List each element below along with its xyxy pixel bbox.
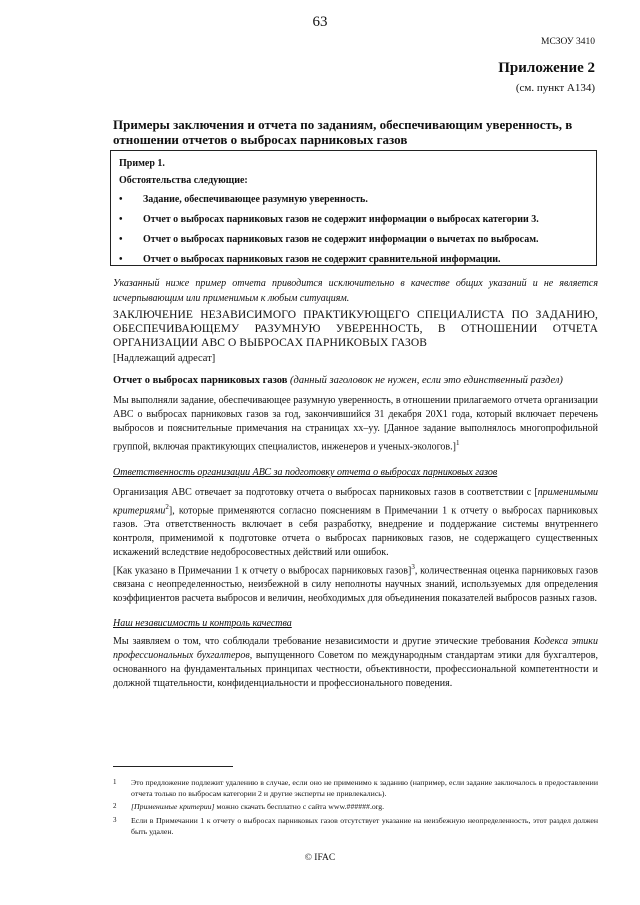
- report-title: ЗАКЛЮЧЕНИЕ НЕЗАВИСИМОГО ПРАКТИКУЮЩЕГО СПЕЦИАЛИСТА ПО ЗАДАНИЮ, ОБЕСПЕЧИВАЮЩЕМУ РАЗУМНУЮ УВЕРЕННОСТЬ, В ОТНОШЕНИИ ОТЧЕТА ОРГАНИЗАЦИИ АВС О ВЫБРОСАХ ПАРНИКОВЫХ ГАЗОВ: [113, 309, 598, 349]
- page-number: 63: [312, 14, 328, 30]
- intro-note: Указанный ниже пример отчета приводится исключительно в качестве общих указаний и не является исчерпывающим или применимым к любым ситуациям.: [113, 278, 598, 304]
- footnote: [113, 801, 598, 812]
- paragraph-independence: Мы заявляем о том, что соблюдали требование независимости и другие этические требования Кодекса этики профессиональных бухгалтеров, выпущенного Советом по международным стандартам этики для бухгалтеров, основанного на фундаментальных принципах честности, объективности, профессиональной компетентности и должной тщательности, конфиденциальности и профессионального поведения.: [113, 636, 598, 689]
- section-heading-responsibility: Ответственность организации АВС за подготовку отчета о выбросах парниковых газов: [113, 467, 498, 478]
- paragraph-responsibility: Организация АВС отвечает за подготовку отчета о выбросах парниковых газов в соответствии с [применимыми критериями$^2$], которые применяются согласно пояснениям в Примечании 1 к отчету о выбросах парниковых газов. Эта ответственность включает в себя разработку, внедрение и поддержание системы внутреннего контроля, применимой к подготовке отчета о выбросах парниковых газов, не содержащего существенных искажений вследствие недобросовестных действий или ошибок.: [113, 487, 598, 559]
- footnote-text: Если в Примечании 1 к отчету о выбросах парниковых газов отсутствует указание на неизбежную неопределенность, этот раздел должен быть удален.: [131, 816, 598, 836]
- copyright: © IFAC: [304, 853, 336, 863]
- footnote-divider: [113, 766, 233, 767]
- paragraph-uncertainty: [Как указано в Примечании 1 к отчету о выбросах парниковых газов]$^3$, количественная оценка парниковых газов связана с неопределенностью, неизбежной в силу неполноты научных знаний, используемых для определения коэффициентов расчета выбросов и величин, необходимых для объединения показателей выбросов разных газов.: [113, 563, 598, 605]
- bullet-icon: •: [119, 194, 123, 205]
- footnote-ref: 1: [455, 439, 460, 447]
- footnote-ref: 3: [411, 563, 415, 571]
- bullet-icon: •: [119, 234, 123, 245]
- report-heading: [113, 375, 598, 386]
- circumstances-label: Обстоятельства следующие:: [119, 175, 248, 186]
- section-title: Примеры заключения и отчета по заданиям, обеспечивающим уверенность, в отношении отчетов о выбросах парниковых газов: [113, 117, 573, 147]
- footnote-text: [Применимые критерии] можно скачать бесплатно с сайта www.######.org.: [131, 802, 385, 811]
- report-heading-italic: (данный заголовок не нужен, если это единственный раздел): [290, 375, 563, 386]
- footnote-text: Это предложение подлежит удалению в случае, если оно не применимо к заданию (например, если задание заключалось в предоставлении отчета только по выбросам категории 2 и другие эксперты не привлекались).: [131, 778, 598, 798]
- footnote-number: 3: [113, 816, 117, 824]
- addressee: [Надлежащий адресат]: [113, 353, 216, 364]
- bullet-icon: •: [119, 254, 123, 265]
- paragraph-scope: Мы выполняли задание, обеспечивающее разумную уверенность, в отношении прилагаемого отчета организации АВС о выбросах парниковых газов за год, закончившийся 31 декабря 20Х1 года, который включает перечень выбросов и пояснительные примечания на страницах хх–уу. [Данное задание выполнялось многопрофильной группой, включая практикующих специалистов, инженеров и ученых-экологов.]$^1$: [113, 395, 598, 453]
- section-heading-independence: Наш независимость и контроль качества: [113, 618, 292, 629]
- document-code: МСЗОУ 3410: [541, 37, 595, 47]
- appendix-title: Приложение 2: [498, 60, 595, 76]
- report-heading-bold: Отчет о выбросах парниковых газов: [113, 375, 288, 386]
- footnote-number: 2: [113, 802, 117, 810]
- footnote-number: 1: [113, 778, 117, 786]
- bullet-icon: •: [119, 214, 123, 225]
- footnote: [113, 815, 598, 837]
- example-box: [110, 150, 597, 266]
- example-label: Пример 1.: [119, 158, 165, 169]
- footnote-ref: 2: [165, 503, 169, 511]
- list-item: • Отчет о выбросах парниковых газов не содержит сравнительной информации.: [119, 254, 589, 274]
- list-item: • Отчет о выбросах парниковых газов не содержит информации о вычетах по выбросам.: [119, 234, 589, 254]
- list-item: • Задание, обеспечивающее разумную уверенность.: [119, 194, 589, 214]
- list-item: • Отчет о выбросах парниковых газов не содержит информации о выбросах категории 3.: [119, 214, 589, 234]
- appendix-reference: (см. пункт А134): [515, 82, 595, 94]
- footnote: [113, 777, 598, 799]
